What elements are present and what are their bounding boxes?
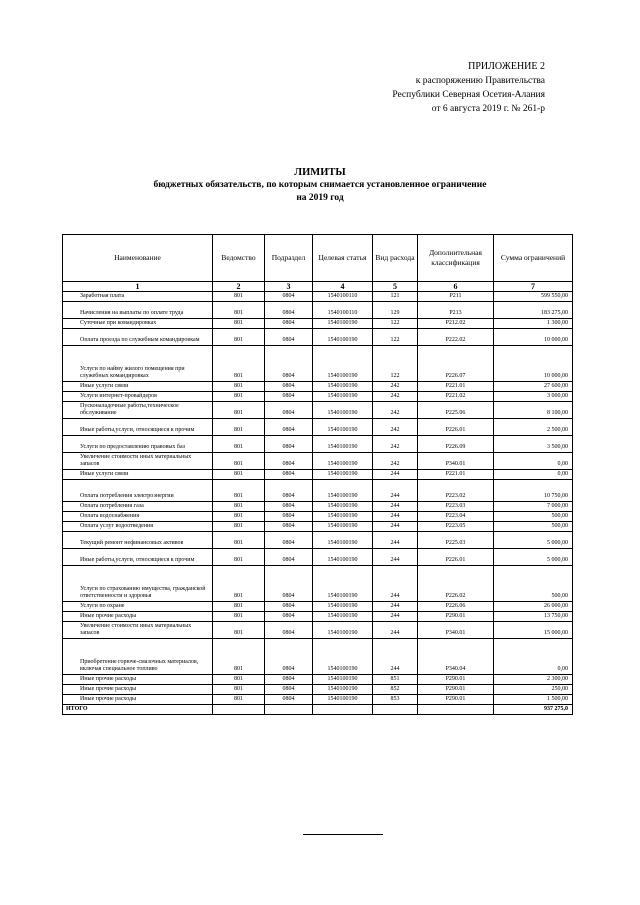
cell-sum: 1 300,00 [494,319,573,329]
cell-name [63,612,213,622]
row-label: Начисления на выплаты по оплате труда [80,310,184,316]
row-label: Услуги по найму жилого помещения при служебных командировках [80,366,185,379]
cell-subsection: 0804 [265,675,313,685]
cell-extra-class: Р221.01 [418,470,494,480]
table-row [63,453,573,470]
cell-sum: 500,00 [494,566,573,602]
table-row [63,419,573,436]
table-row [63,470,573,480]
col-number: 5 [373,282,418,292]
row-label: Оплата потребления электроэнергии [80,493,174,499]
cell-extra-class: Р221.02 [418,392,494,402]
table-row [63,639,573,675]
cell-article: 1540100190 [313,685,373,695]
cell-sum: 8 100,00 [494,402,573,419]
cell-name [63,392,213,402]
cell-dept: 801 [213,453,265,470]
cell-article: 1540100190 [313,329,373,346]
cell-dept: 801 [213,532,265,549]
cell-dept: 801 [213,622,265,639]
cell-kind: 122 [373,319,418,329]
cell-article: 1540100190 [313,512,373,522]
cell-kind: 242 [373,382,418,392]
cell-extra-class: Р225.03 [418,532,494,549]
row-label: Пусконаладочные работы,техническое обслуживание [80,403,179,416]
row-label: Иные услуги связи [80,383,129,389]
cell-sum: 10 750,00 [494,480,573,502]
cell-sum: 183 275,00 [494,302,573,319]
cell-extra-class: Р226.09 [418,436,494,453]
cell-extra-class: Р212.02 [418,319,494,329]
row-label: Оплата потребления газа [80,503,144,509]
cell-sum: 5 000,00 [494,532,573,549]
cell-extra-class: Р226.01 [418,419,494,436]
cell-extra-class: Р226.07 [418,346,494,382]
empty-cell [373,705,418,715]
cell-extra-class: Р340.01 [418,453,494,470]
cell-dept: 801 [213,612,265,622]
cell-kind: 244 [373,470,418,480]
cell-extra-class: Р290.01 [418,695,494,705]
col-number: 4 [313,282,373,292]
cell-subsection: 0804 [265,480,313,502]
cell-dept: 801 [213,566,265,602]
table-row [63,602,573,612]
cell-article: 1540100190 [313,480,373,502]
cell-sum: 10 000,00 [494,329,573,346]
header-sum: Сумма ограничений [494,235,573,282]
empty-cell [418,705,494,715]
cell-extra-class: Р290.01 [418,612,494,622]
cell-article: 1540100190 [313,502,373,512]
cell-name [63,292,213,302]
cell-sum: 500,00 [494,522,573,532]
document-subtitle-2: на 2019 год [296,193,344,203]
cell-extra-class: Р221.01 [418,382,494,392]
total-sum: 937 275,0 [494,705,573,715]
table-row [63,319,573,329]
table-header-row [63,235,573,282]
column-numbers-row [63,282,573,292]
cell-subsection: 0804 [265,602,313,612]
cell-dept: 801 [213,329,265,346]
cell-article: 1540100190 [313,532,373,549]
appendix-block [325,60,545,116]
row-label: Иные прочие расходы [80,686,137,692]
cell-article: 1540100190 [313,346,373,382]
cell-dept: 801 [213,522,265,532]
cell-article: 1540100190 [313,419,373,436]
row-label: Оплата проезда по служебным командировкам [80,337,200,343]
cell-sum: 2 300,00 [494,675,573,685]
header-kind: Вид расхода [373,235,418,282]
cell-dept: 801 [213,549,265,566]
empty-cell [213,705,265,715]
cell-name [63,382,213,392]
cell-sum: 0,00 [494,470,573,480]
cell-article: 1540100190 [313,639,373,675]
row-label: Услуги по охране [80,603,125,609]
cell-sum: 7 000,00 [494,502,573,512]
row-label: Иные работы,услуги, относящиеся к прочим [80,427,195,433]
cell-extra-class: Р211 [418,292,494,302]
cell-kind: 852 [373,685,418,695]
cell-kind: 242 [373,419,418,436]
cell-dept: 801 [213,695,265,705]
cell-extra-class: Р290.01 [418,675,494,685]
cell-subsection: 0804 [265,436,313,453]
cell-name [63,512,213,522]
cell-name [63,675,213,685]
row-label: Иные прочие расходы [80,613,137,619]
cell-article: 1540100190 [313,392,373,402]
row-label: Суточные при командировках [80,320,157,326]
cell-dept: 801 [213,436,265,453]
cell-name [63,502,213,512]
cell-kind: 244 [373,502,418,512]
cell-dept: 801 [213,685,265,695]
cell-kind: 851 [373,675,418,685]
cell-kind: 244 [373,480,418,502]
cell-article: 1540100110 [313,292,373,302]
cell-article: 1540100190 [313,675,373,685]
table-row [63,532,573,549]
cell-extra-class: Р222.02 [418,329,494,346]
cell-subsection: 0804 [265,566,313,602]
cell-subsection: 0804 [265,470,313,480]
cell-name [63,532,213,549]
cell-subsection: 0804 [265,502,313,512]
cell-subsection: 0804 [265,639,313,675]
cell-subsection: 0804 [265,685,313,695]
cell-subsection: 0804 [265,392,313,402]
cell-subsection: 0804 [265,329,313,346]
table-row [63,502,573,512]
cell-extra-class: Р225.06 [418,402,494,419]
header-extra-class: Дополнительная классификация [418,235,494,282]
total-row [63,705,573,715]
table-row [63,695,573,705]
table-row [63,522,573,532]
cell-extra-class: Р226.01 [418,549,494,566]
row-label: Иные прочие расходы [80,696,137,702]
limits-table-wrapper [62,234,572,715]
cell-article: 1540100190 [313,566,373,602]
col-number: 7 [494,282,573,292]
appendix-line-3: от 6 августа 2019 г. № 261-р [431,104,545,114]
row-label: Иные услуги связи [80,471,129,477]
cell-sum: 26 000,00 [494,602,573,612]
cell-name [63,402,213,419]
row-label: Увеличение стоимости иных материальных запасов [80,623,192,636]
cell-dept: 801 [213,382,265,392]
appendix-line-2: Республики Северная Осетия-Алания [392,90,545,100]
cell-kind: 129 [373,302,418,319]
cell-extra-class: Р340.01 [418,622,494,639]
cell-kind: 244 [373,622,418,639]
cell-kind: 122 [373,329,418,346]
cell-dept: 801 [213,302,265,319]
cell-sum: 27 600,00 [494,382,573,392]
cell-kind: 244 [373,639,418,675]
cell-subsection: 0804 [265,382,313,392]
cell-subsection: 0804 [265,612,313,622]
col-number: 3 [265,282,313,292]
cell-article: 1540100190 [313,522,373,532]
cell-subsection: 0804 [265,453,313,470]
document-heading [0,166,640,205]
header-dept: Ведомство [213,235,265,282]
cell-article: 1540100190 [313,319,373,329]
cell-dept: 801 [213,470,265,480]
cell-extra-class: Р340.04 [418,639,494,675]
cell-subsection: 0804 [265,319,313,329]
cell-article: 1540100190 [313,602,373,612]
row-label: Иные работы,услуги, относящиеся к прочим [80,557,195,563]
cell-dept: 801 [213,392,265,402]
cell-kind: 242 [373,453,418,470]
cell-extra-class: Р226.06 [418,602,494,612]
cell-sum: 0,00 [494,453,573,470]
row-label: Текущий ремонт нефинансовых активов [80,540,184,546]
cell-subsection: 0804 [265,512,313,522]
table-row [63,402,573,419]
cell-sum: 500,00 [494,512,573,522]
cell-subsection: 0804 [265,419,313,436]
cell-article: 1540100190 [313,470,373,480]
table-row [63,566,573,602]
cell-article: 1540100190 [313,453,373,470]
table-row [63,480,573,502]
cell-subsection: 0804 [265,302,313,319]
table-row [63,392,573,402]
cell-dept: 801 [213,512,265,522]
cell-name [63,566,213,602]
row-label: Услуги интернет-провайдеров [80,393,157,399]
cell-subsection: 0804 [265,522,313,532]
cell-dept: 801 [213,402,265,419]
cell-name [63,685,213,695]
cell-name [63,695,213,705]
cell-sum: 0,00 [494,639,573,675]
footer-divider-line [303,834,383,835]
table-row [63,346,573,382]
row-label: Иные прочие расходы [80,676,137,682]
cell-article: 1540100190 [313,549,373,566]
cell-sum: 1 500,00 [494,695,573,705]
cell-name [63,639,213,675]
cell-name [63,522,213,532]
cell-name [63,480,213,502]
table-row [63,675,573,685]
cell-extra-class: Р223.03 [418,502,494,512]
cell-article: 1540100190 [313,612,373,622]
table-row [63,622,573,639]
cell-dept: 801 [213,292,265,302]
cell-article: 1540100190 [313,402,373,419]
limits-table-body [63,292,573,715]
header-article: Целевая статья [313,235,373,282]
cell-kind: 242 [373,436,418,453]
cell-kind: 244 [373,602,418,612]
cell-extra-class: Р223.05 [418,522,494,532]
table-row [63,329,573,346]
cell-sum: 5 000,00 [494,549,573,566]
cell-sum: 599 550,00 [494,292,573,302]
cell-kind: 244 [373,612,418,622]
cell-name [63,419,213,436]
cell-subsection: 0804 [265,532,313,549]
cell-extra-class: Р223.02 [418,480,494,502]
cell-subsection: 0804 [265,549,313,566]
total-label: ИТОГО [63,705,213,715]
row-label: Оплата водоснабжения [80,513,140,519]
cell-extra-class: Р226.02 [418,566,494,602]
table-row [63,436,573,453]
cell-extra-class: Р223.04 [418,512,494,522]
cell-article: 1540100110 [313,302,373,319]
cell-name [63,319,213,329]
row-label: Оплата услуг водоотведения [80,523,154,529]
cell-subsection: 0804 [265,695,313,705]
row-label: Заработная плата [80,293,125,299]
cell-subsection: 0804 [265,622,313,639]
cell-kind: 121 [373,292,418,302]
appendix-line-1: к распоряжению Правительства [415,76,545,86]
col-number: 1 [63,282,213,292]
cell-sum: 250,00 [494,685,573,695]
cell-kind: 242 [373,402,418,419]
header-name: Наименование [63,235,213,282]
cell-dept: 801 [213,602,265,612]
cell-name [63,622,213,639]
cell-sum: 3 500,00 [494,436,573,453]
cell-name [63,602,213,612]
cell-article: 1540100190 [313,382,373,392]
cell-name [63,453,213,470]
table-row [63,292,573,302]
cell-article: 1540100190 [313,695,373,705]
appendix-title: ПРИЛОЖЕНИЕ 2 [468,61,545,72]
cell-dept: 801 [213,675,265,685]
cell-extra-class: Р290.01 [418,685,494,695]
row-label: Услуги по страхованию имущества, гражданской ответственности и здоровья [80,586,206,599]
cell-subsection: 0804 [265,346,313,382]
cell-dept: 801 [213,319,265,329]
cell-kind: 244 [373,566,418,602]
header-subsection: Подраздел [265,235,313,282]
table-row [63,549,573,566]
row-label: Услуги по предоставлению правовых баз [80,444,186,450]
cell-sum: 10 000,00 [494,346,573,382]
document-subtitle-1: бюджетных обязательств, по которым снимается установленное ограничение [153,180,487,190]
cell-name [63,436,213,453]
cell-name [63,470,213,480]
row-label: Увеличение стоимости иных материальных запасов [80,454,192,467]
cell-kind: 242 [373,392,418,402]
cell-sum: 15 000,00 [494,622,573,639]
cell-dept: 801 [213,502,265,512]
cell-dept: 801 [213,639,265,675]
cell-dept: 801 [213,419,265,436]
cell-extra-class: Р213 [418,302,494,319]
cell-sum: 2 500,00 [494,419,573,436]
cell-article: 1540100190 [313,622,373,639]
table-row [63,612,573,622]
table-row [63,512,573,522]
document-title: ЛИМИТЫ [294,167,346,178]
cell-name [63,346,213,382]
cell-dept: 801 [213,346,265,382]
row-label: Приобретение горюче-смазочных материалов, включая специальное топливо [80,659,199,672]
cell-kind: 122 [373,346,418,382]
cell-kind: 244 [373,522,418,532]
empty-cell [313,705,373,715]
cell-article: 1540100190 [313,436,373,453]
table-row [63,302,573,319]
cell-kind: 244 [373,512,418,522]
empty-cell [265,705,313,715]
table-row [63,382,573,392]
cell-name [63,329,213,346]
cell-kind: 853 [373,695,418,705]
cell-name [63,549,213,566]
cell-dept: 801 [213,480,265,502]
table-row [63,685,573,695]
cell-subsection: 0804 [265,402,313,419]
cell-kind: 244 [373,532,418,549]
cell-sum: 13 750,00 [494,612,573,622]
col-number: 6 [418,282,494,292]
cell-sum: 3 000,00 [494,392,573,402]
col-number: 2 [213,282,265,292]
cell-subsection: 0804 [265,292,313,302]
cell-name [63,302,213,319]
cell-kind: 244 [373,549,418,566]
limits-table [62,234,573,715]
